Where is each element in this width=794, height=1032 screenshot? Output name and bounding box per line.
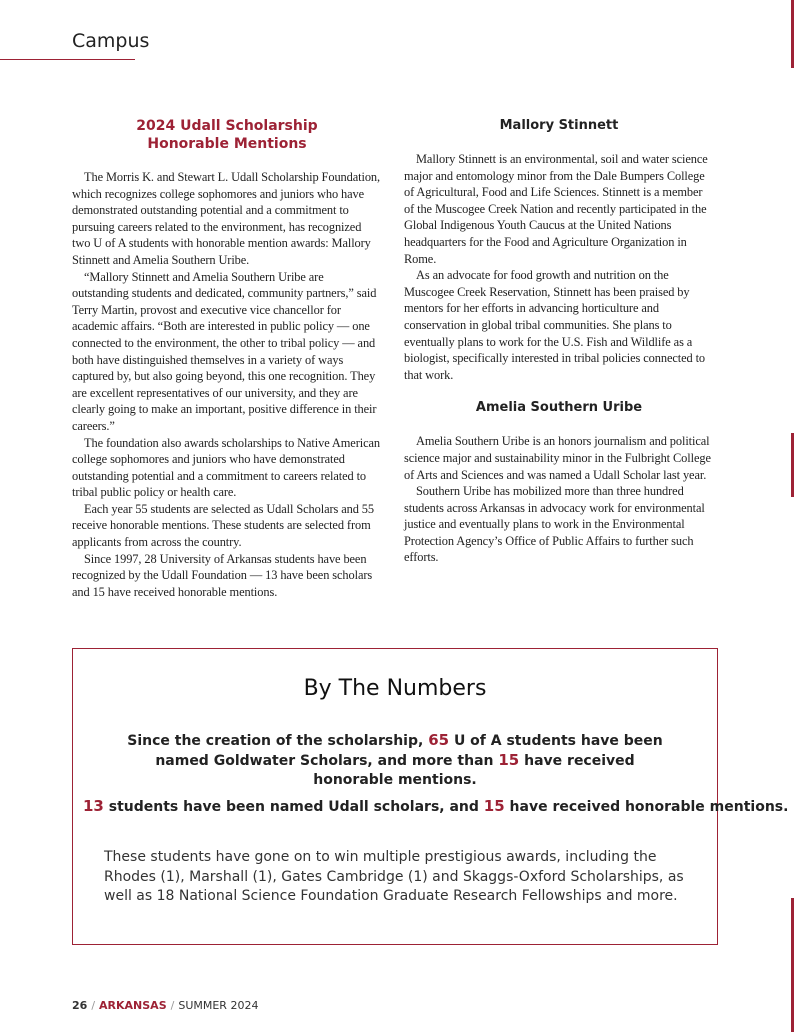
by-the-numbers-box [72, 648, 789, 945]
body-paragraph: Since 1997, 28 University of Arkansas students have been recognized by the Udall Foundation — 13 have been scholars and 15 have received honorable mentions. [72, 551, 373, 599]
stat-text: have received honorable mentions. [313, 753, 635, 788]
article-title-line1: 2024 Udall Scholarship [136, 118, 318, 134]
issue-label: SUMMER 2024 [178, 999, 259, 1012]
footer-separator: / [170, 999, 175, 1012]
section-label: Campus [72, 30, 150, 52]
box-title: By The Numbers [303, 676, 487, 701]
footer-separator: / [91, 999, 96, 1012]
awards-paragraph: These students have gone on to win multiple prestigious awards, including the Rhodes (1), Marshall (1), Gates Cambridge (1) and Skaggs-Oxford Scholarships, as well as 18 National Science Foundation Graduate Research Fellowships and more. [104, 849, 684, 904]
stat-text: U of A students have been named Goldwater Scholars, and more than [155, 733, 663, 769]
body-paragraph: As an advocate for food growth and nutrition on the Muscogee Creek Reservation, Stinnett has been praised by mentors for her efforts in advancing horticulture and conservation in global tribal communities. She plans to eventually plans to work for the U.S. Fish and Wildlife as a biologist, specifically interested in tribal policies connected to that work. [404, 268, 706, 382]
stat-text: students have been named Udall scholars, and [108, 799, 479, 815]
stat-number: 13 [83, 797, 104, 815]
page-number: 26 [72, 999, 88, 1012]
section-rule [0, 59, 135, 60]
body-paragraph: Each year 55 students are selected as Udall Scholars and 55 receive honorable mentions. These students are selected from applicants from across the country. [72, 501, 374, 550]
article-title-line2: Honorable Mentions [147, 136, 307, 152]
body-paragraph: The foundation also awards scholarships to Native American college sophomores and juniors who have demonstrated outstanding potential and a commitment to careers related to tribal public policy or health care. [72, 435, 380, 500]
body-paragraph: The Morris K. and Stewart L. Udall Scholarship Foundation, which recognizes college sophomores and juniors who have demonstrated outstanding potential and a commitment to pursuing careers related to the environment, has recognized two U of A students with honorable mention awards: Mallory Stinnett and Amelia Southern Uribe. [72, 170, 381, 267]
magazine-name: ARKANSAS [99, 999, 167, 1012]
stat-number: 15 [483, 797, 505, 815]
stat-number: 15 [498, 751, 520, 769]
article-title [72, 117, 382, 153]
body-paragraph: Amelia Southern Uribe is an honors journalism and political science major and sustainability minor in the Fulbright College of Arts and Sciences and was named a Udall Scholar last year. [404, 434, 711, 482]
left-column [72, 117, 382, 600]
body-paragraph: Mallory Stinnett is an environmental, soil and water science major and entomology minor from the Dale Bumpers College of Agricultural, Food and Life Sciences. Stinnett is a member of the Muscogee Creek Nation and recently participated in the Global Indigenous Youth Caucus at the United Nations headquarters for the Food and Agriculture Organization in Rome. [404, 152, 708, 266]
goldwater-stat [113, 731, 677, 790]
body-paragraph: “Mallory Stinnett and Amelia Southern Uribe are outstanding students and dedicated, community partners,” said Terry Martin, provost and executive vice chancellor for academic affairs. “Both are interested in public policy — one connected to the environment, the other to tribal policy — and both have distinguished themselves in a variety of ways captured by, but also going beyond, this one recognition. They are excellent representatives of our university, and they are clearly going to make an important, positive difference in their careers.” [72, 269, 377, 433]
stat-text: Since the creation of the scholarship, [127, 733, 424, 749]
profile-heading-stinnett: Mallory Stinnett [499, 118, 619, 133]
profile-heading-uribe: Amelia Southern Uribe [475, 400, 643, 416]
udall-stat [83, 797, 789, 817]
stat-number: 65 [428, 731, 450, 749]
body-paragraph: Southern Uribe has mobilized more than three hundred students across Arkansas in advocacy work for environmental justice and eventually plans to work in the Environmental Protection Agency’s Office of Public Affairs to further such efforts. [404, 484, 705, 565]
page-footer [72, 999, 258, 1012]
stat-text: have received honorable mentions. [509, 799, 789, 815]
right-column [404, 117, 714, 566]
